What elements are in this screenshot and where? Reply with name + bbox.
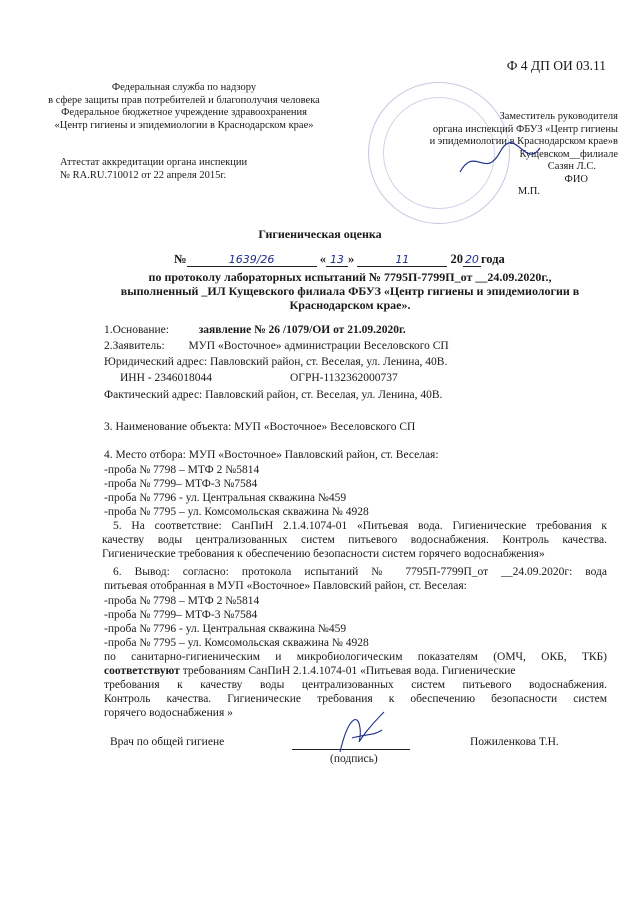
approval-name: Сазян Л.С. <box>547 161 596 172</box>
compliance-verdict: соответствуют <box>104 665 180 677</box>
protocol-line: Краснодарском крае». <box>289 298 411 312</box>
handwritten-month: 11 <box>395 253 410 266</box>
conclusion-sample: -проба № 7795 – ул. Комсомольская скважина № 4928 <box>104 637 369 649</box>
accreditation-line: Аттестат аккредитации органа инспекции <box>60 157 248 168</box>
ogrn: ОГРН-1132362000737 <box>290 372 398 384</box>
applicant-label: 2.Заявитель: <box>104 340 165 352</box>
org-line: Федеральное бюджетное учреждение здравоохранения <box>61 107 307 118</box>
legal-address: Юридический адрес: Павловский район, ст. Веселая, ул. Ленина, 40В. <box>104 356 448 368</box>
number-sign: № <box>174 252 187 266</box>
protocol-line: по протоколу лабораторных испытаний № 7795П-7799П_от __24.09.2020г., <box>148 270 552 284</box>
sample-item: -проба № 7799– МТФ-3 №7584 <box>104 478 258 490</box>
conclusion-text: горячего водоснабжения » <box>104 707 233 719</box>
sample-item: -проба № 7796 - ул. Центральная скважина №459 <box>104 492 347 504</box>
sampling-place: 4. Место отбора: МУП «Восточное» Павловский район, ст. Веселая: <box>104 449 439 461</box>
org-line: «Центр гигиены и эпидемиологии в Краснодарском крае» <box>54 119 314 131</box>
organization-header <box>44 82 324 132</box>
basis-label: 1.Основание: <box>104 324 169 336</box>
object-name: 3. Наименование объекта: МУП «Восточное» Веселовского СП <box>104 421 416 433</box>
conclusion-text: по санитарно-гигиеническим и микробиологическим показателям (ОМЧ, ОКБ, ТКБ) <box>104 651 607 663</box>
accreditation-number: № RA.RU.710012 от 22 апреля 2015г. <box>60 169 227 181</box>
conclusion-sample: -проба № 7798 – МТФ 2 №5814 <box>104 595 260 607</box>
year-word: года <box>480 252 505 266</box>
conclusion-text: соответствуют требованиям СанПиН 2.1.4.1074-01 «Питьевая вода. Гигиенические <box>104 665 516 677</box>
protocol-line: выполненный _ИЛ Кущевского филиала ФБУЗ «Центр гигиены и эпидемиологии в <box>120 284 580 298</box>
approval-signature-icon <box>455 140 545 180</box>
basis-value: заявление № 26 /1079/ОИ от 21.09.2020г. <box>198 324 406 336</box>
sample-item: -проба № 7795 – ул. Комсомольская скважина № 4928 <box>104 506 369 518</box>
org-line: Федеральная служба по надзору <box>111 82 257 93</box>
conclusion-text: требования к качеству воды централизованных систем питьевого водоснабжения. <box>104 679 607 691</box>
actual-address: Фактический адрес: Павловский район, ст. Веселая, ул. Ленина, 40В. <box>104 389 443 401</box>
conclusion-line: питьевая отобранная в МУП «Восточное» Павловский район, ст. Веселая: <box>104 580 467 592</box>
applicant-value: МУП «Восточное» администрации Веселовского СП <box>188 340 449 352</box>
inn: ИНН - 2346018044 <box>120 372 212 384</box>
approval-fio: ФИО <box>564 173 588 185</box>
compliance-line: Гигиенические требования к обеспечению безопасности систем горячего водоснабжения» <box>102 548 545 560</box>
approval-mp: М.П. <box>517 186 540 197</box>
conclusion-line: 6. Вывод: согласно: протокола испытаний № 7795П-7799П_от __24.09.2020г: вода <box>113 566 607 578</box>
approval-line: Кущевском__филиале <box>519 148 618 160</box>
sample-item: -проба № 7798 – МТФ 2 №5814 <box>104 464 260 476</box>
applicant-row <box>104 339 449 353</box>
handwritten-day: 13 <box>329 253 344 266</box>
document-title: Гигиеническая оценка <box>258 227 382 241</box>
conclusion-text: Контроль качества. Гигиенические требования к обеспечению безопасности систем <box>104 693 607 705</box>
document-number-line: № 1639/26 « 13 » 11 20 20 года <box>174 252 505 266</box>
year-prefix: 20 <box>450 252 463 266</box>
protocol-block <box>90 270 610 312</box>
accreditation-block <box>60 157 247 182</box>
signer-position: Врач по общей гигиене <box>110 736 225 748</box>
basis-row <box>104 323 406 337</box>
compliance-line: 5. На соответствие: СанПиН 2.1.4.1074-01 «Питьевая вода. Гигиенические требования к <box>113 520 607 532</box>
conclusion-sample: -проба № 7796 - ул. Центральная скважина №459 <box>104 623 347 635</box>
org-line: в сфере защиты прав потребителей и благополучия человека <box>48 94 320 106</box>
approval-line: и эпидемиологии в Краснодарском крае»в <box>429 136 618 147</box>
approval-line: Заместитель руководителя <box>499 111 618 122</box>
form-code: Ф 4 ДП ОИ 03.11 <box>506 58 606 73</box>
handwritten-year: 20 <box>464 253 479 266</box>
conclusion-sample: -проба № 7799– МТФ-3 №7584 <box>104 609 258 621</box>
handwritten-number: 1639/26 <box>228 253 275 266</box>
signature-caption: (подпись) <box>330 753 378 765</box>
approval-line: органа инспекций ФБУЗ «Центр гигиены <box>432 123 618 135</box>
compliance-line: качеству воды централизованных систем питьевого водоснабжения. Контроль качества. <box>102 534 607 546</box>
signer-name: Пожиленкова Т.Н. <box>470 736 559 748</box>
signature-icon <box>330 708 390 756</box>
